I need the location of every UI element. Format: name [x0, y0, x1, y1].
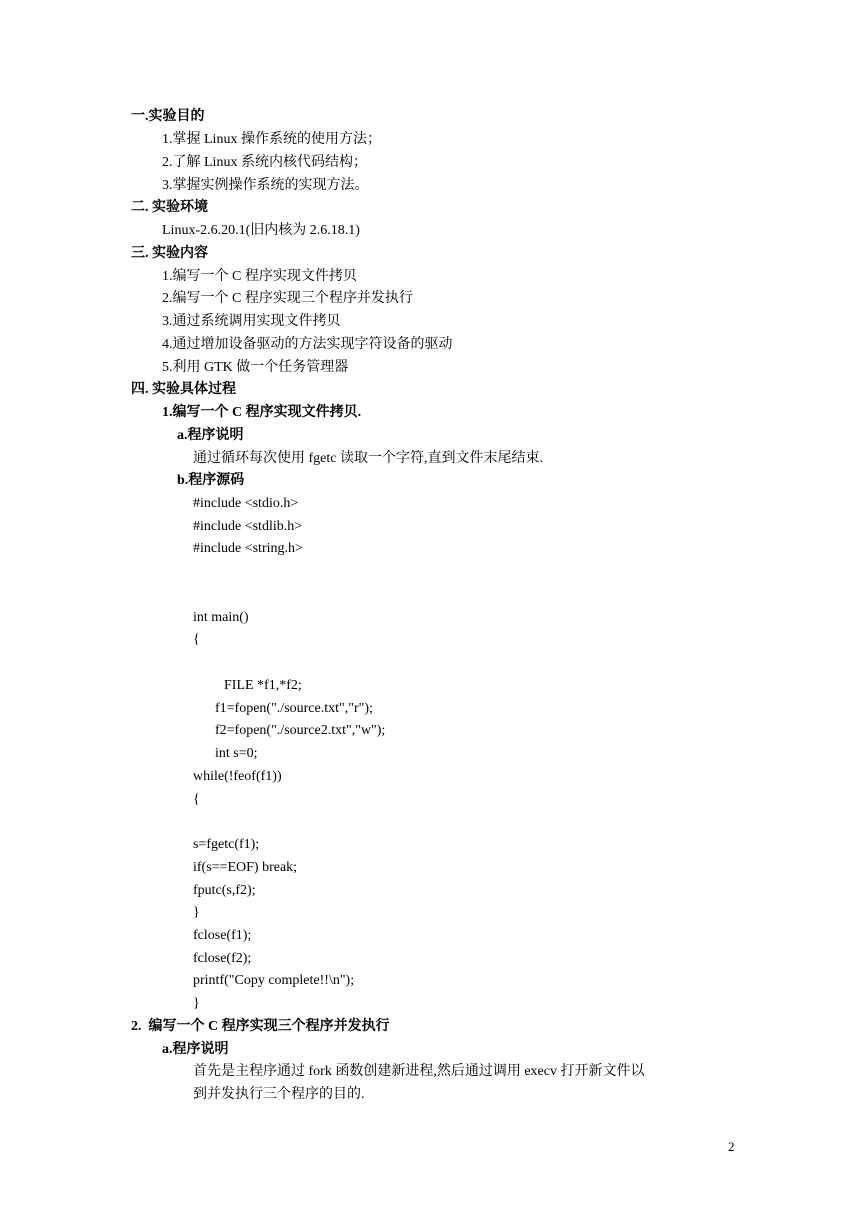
subheading-file-copy: 1.编写一个 C 程序实现文件拷贝.: [162, 405, 362, 420]
code-line: f2=fopen("./source2.txt","w");: [215, 723, 386, 738]
subheading-source-code: b.程序源码: [177, 473, 245, 488]
content-item-1: 1.编写一个 C 程序实现文件拷贝: [162, 269, 357, 284]
description-text-2-continued: 到并发执行三个程序的目的.: [193, 1087, 365, 1102]
code-line: if(s==EOF) break;: [193, 860, 298, 875]
description-text-1: 通过循环每次使用 fgetc 读取一个字符,直到文件末尾结束.: [193, 451, 543, 466]
heading-environment: 二. 实验环境: [131, 200, 208, 215]
subheading-description-1: a.程序说明: [177, 428, 244, 443]
code-line: f1=fopen("./source.txt","r");: [215, 701, 373, 716]
code-line: fclose(f2);: [193, 951, 252, 966]
code-line: }: [193, 905, 200, 920]
purpose-item-3: 3.掌握实例操作系统的实现方法。: [162, 178, 369, 193]
subheading-concurrent: 2. 编写一个 C 程序实现三个程序并发执行: [131, 1019, 390, 1034]
code-line: #include <stdlib.h>: [193, 519, 303, 534]
code-line: #include <stdio.h>: [193, 496, 299, 511]
content-item-5: 5.利用 GTK 做一个任务管理器: [162, 360, 349, 375]
environment-text: Linux-2.6.20.1(旧内核为 2.6.18.1): [162, 223, 360, 238]
heading-content: 三. 实验内容: [131, 246, 208, 261]
code-line: while(!feof(f1)): [193, 769, 282, 784]
content-item-2: 2.编写一个 C 程序实现三个程序并发执行: [162, 291, 413, 306]
content-item-3: 3.通过系统调用实现文件拷贝: [162, 314, 341, 329]
code-line: #include <string.h>: [193, 541, 303, 556]
code-line: printf("Copy complete!!\n");: [193, 973, 355, 988]
code-line: fputc(s,f2);: [193, 883, 256, 898]
code-line: {: [193, 792, 200, 807]
description-text-2: 首先是主程序通过 fork 函数创建新进程,然后通过调用 execv 打开新文件以: [193, 1064, 645, 1079]
code-line: int main(): [193, 610, 249, 625]
code-line: int s=0;: [215, 746, 258, 761]
content-item-4: 4.通过增加设备驱动的方法实现字符设备的驱动: [162, 337, 453, 352]
heading-process: 四. 实验具体过程: [131, 382, 236, 397]
purpose-item-2: 2.了解 Linux 系统内核代码结构；: [162, 155, 367, 170]
heading-purpose: 一.实验目的: [131, 109, 205, 124]
code-line: s=fgetc(f1);: [193, 837, 260, 852]
code-line: }: [193, 996, 200, 1011]
code-line: fclose(f1);: [193, 928, 252, 943]
code-line: {: [193, 632, 200, 647]
page-number: 2: [728, 1139, 735, 1154]
subheading-description-2: a.程序说明: [162, 1042, 229, 1057]
purpose-item-1: 1.掌握 Linux 操作系统的使用方法；: [162, 132, 381, 147]
code-line: FILE *f1,*f2;: [224, 678, 302, 693]
